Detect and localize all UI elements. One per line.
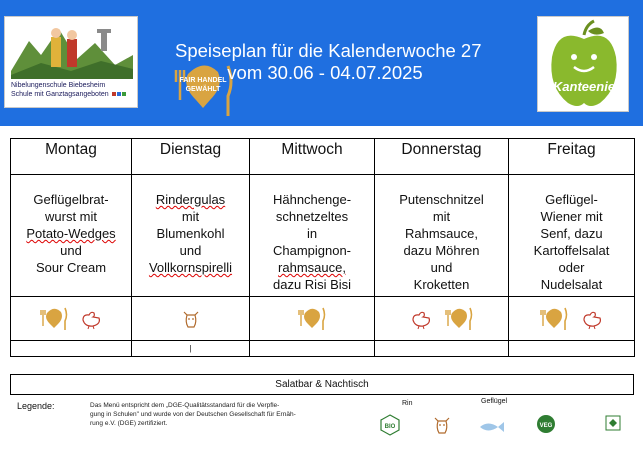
fair-trade-icon <box>39 306 69 332</box>
chicken-icon <box>79 308 103 330</box>
blank-wednesday <box>250 341 375 357</box>
school-illustration <box>11 19 133 79</box>
title-week: Speiseplan für die Kalenderwoche 27 <box>175 40 482 61</box>
svg-text:VEG: VEG <box>539 423 553 429</box>
kanteenie-logo <box>537 16 629 112</box>
svg-text:Kanteenie: Kanteenie <box>552 79 616 94</box>
legend-label: Legende: <box>17 401 55 411</box>
icons-monday <box>11 297 132 341</box>
vegetarian-icon <box>536 414 556 434</box>
blank-thursday <box>375 341 509 357</box>
salad-bar-note: Salatbar & Nachtisch <box>10 374 634 395</box>
fair-trade-icon <box>444 306 474 332</box>
blank-friday <box>509 341 635 357</box>
blank-row <box>11 341 635 357</box>
bio-icon <box>380 414 400 436</box>
page-title <box>175 40 482 84</box>
day-tuesday: Dienstag <box>132 139 250 175</box>
icons-tuesday <box>132 297 250 341</box>
dish-wednesday: Hähnchenge- schnetzeltes in Champignon- rahmsauce, dazu Risi Bisi <box>250 175 375 297</box>
day-wednesday: Mittwoch <box>250 139 375 175</box>
day-monday: Montag <box>11 139 132 175</box>
cow-icon <box>430 414 454 436</box>
blank-tuesday: | <box>132 341 250 357</box>
school-logo <box>4 16 138 108</box>
dge-icon <box>604 414 622 432</box>
icons-wednesday <box>250 297 375 341</box>
chicken-icon <box>409 308 433 330</box>
fair-trade-icon <box>297 306 327 332</box>
blank-monday <box>11 341 132 357</box>
weekly-menu-table <box>10 138 635 357</box>
dish-thursday: Putenschnitzel mit Rahmsauce, dazu Möhren und Kroketten <box>375 175 509 297</box>
icon-row <box>11 297 635 341</box>
svg-text:BIO: BIO <box>384 424 396 430</box>
title-dates: vom 30.06 - 04.07.2025 <box>227 62 423 83</box>
legend-gefluegel-label: Geflügel <box>481 398 508 405</box>
icons-friday <box>509 297 635 341</box>
svg-text:FAIR HANDEL: FAIR HANDEL <box>179 77 227 84</box>
fair-trade-icon <box>539 306 569 332</box>
cow-icon <box>179 308 203 330</box>
chicken-icon <box>580 308 604 330</box>
apple-icon <box>538 17 630 113</box>
svg-text:GEWÄHLT: GEWÄHLT <box>185 86 221 93</box>
icons-thursday <box>375 297 509 341</box>
dish-friday: Geflügel- Wiener mit Senf, dazu Kartoffelsalat oder Nudelsalat <box>509 175 635 297</box>
school-name: Nibelungenschule Biebesheim <box>11 82 106 89</box>
day-header-row <box>11 139 635 175</box>
header-banner <box>0 0 643 126</box>
legend-rind-label: Rin <box>402 400 413 407</box>
fish-icon <box>478 420 506 434</box>
school-subtitle: Schule mit Ganztagsangeboten <box>11 90 126 99</box>
day-friday: Freitag <box>509 139 635 175</box>
dish-monday: Geflügelbrat- wurst mit Potato-Wedges und Sour Cream <box>11 175 132 297</box>
legend-text: Das Menü entspricht dem „DGE-Qualitätsstandard für die Verpfle- gung in Schulen" und wurde von der Deutschen Gesellschaft für Ernäh- rung e.V. (DGE) zertifiziert. <box>90 402 296 427</box>
dish-row <box>11 175 635 297</box>
dish-tuesday: Rindergulas mit Blumenkohl und Vollkornspirelli <box>132 175 250 297</box>
day-thursday: Donnerstag <box>375 139 509 175</box>
